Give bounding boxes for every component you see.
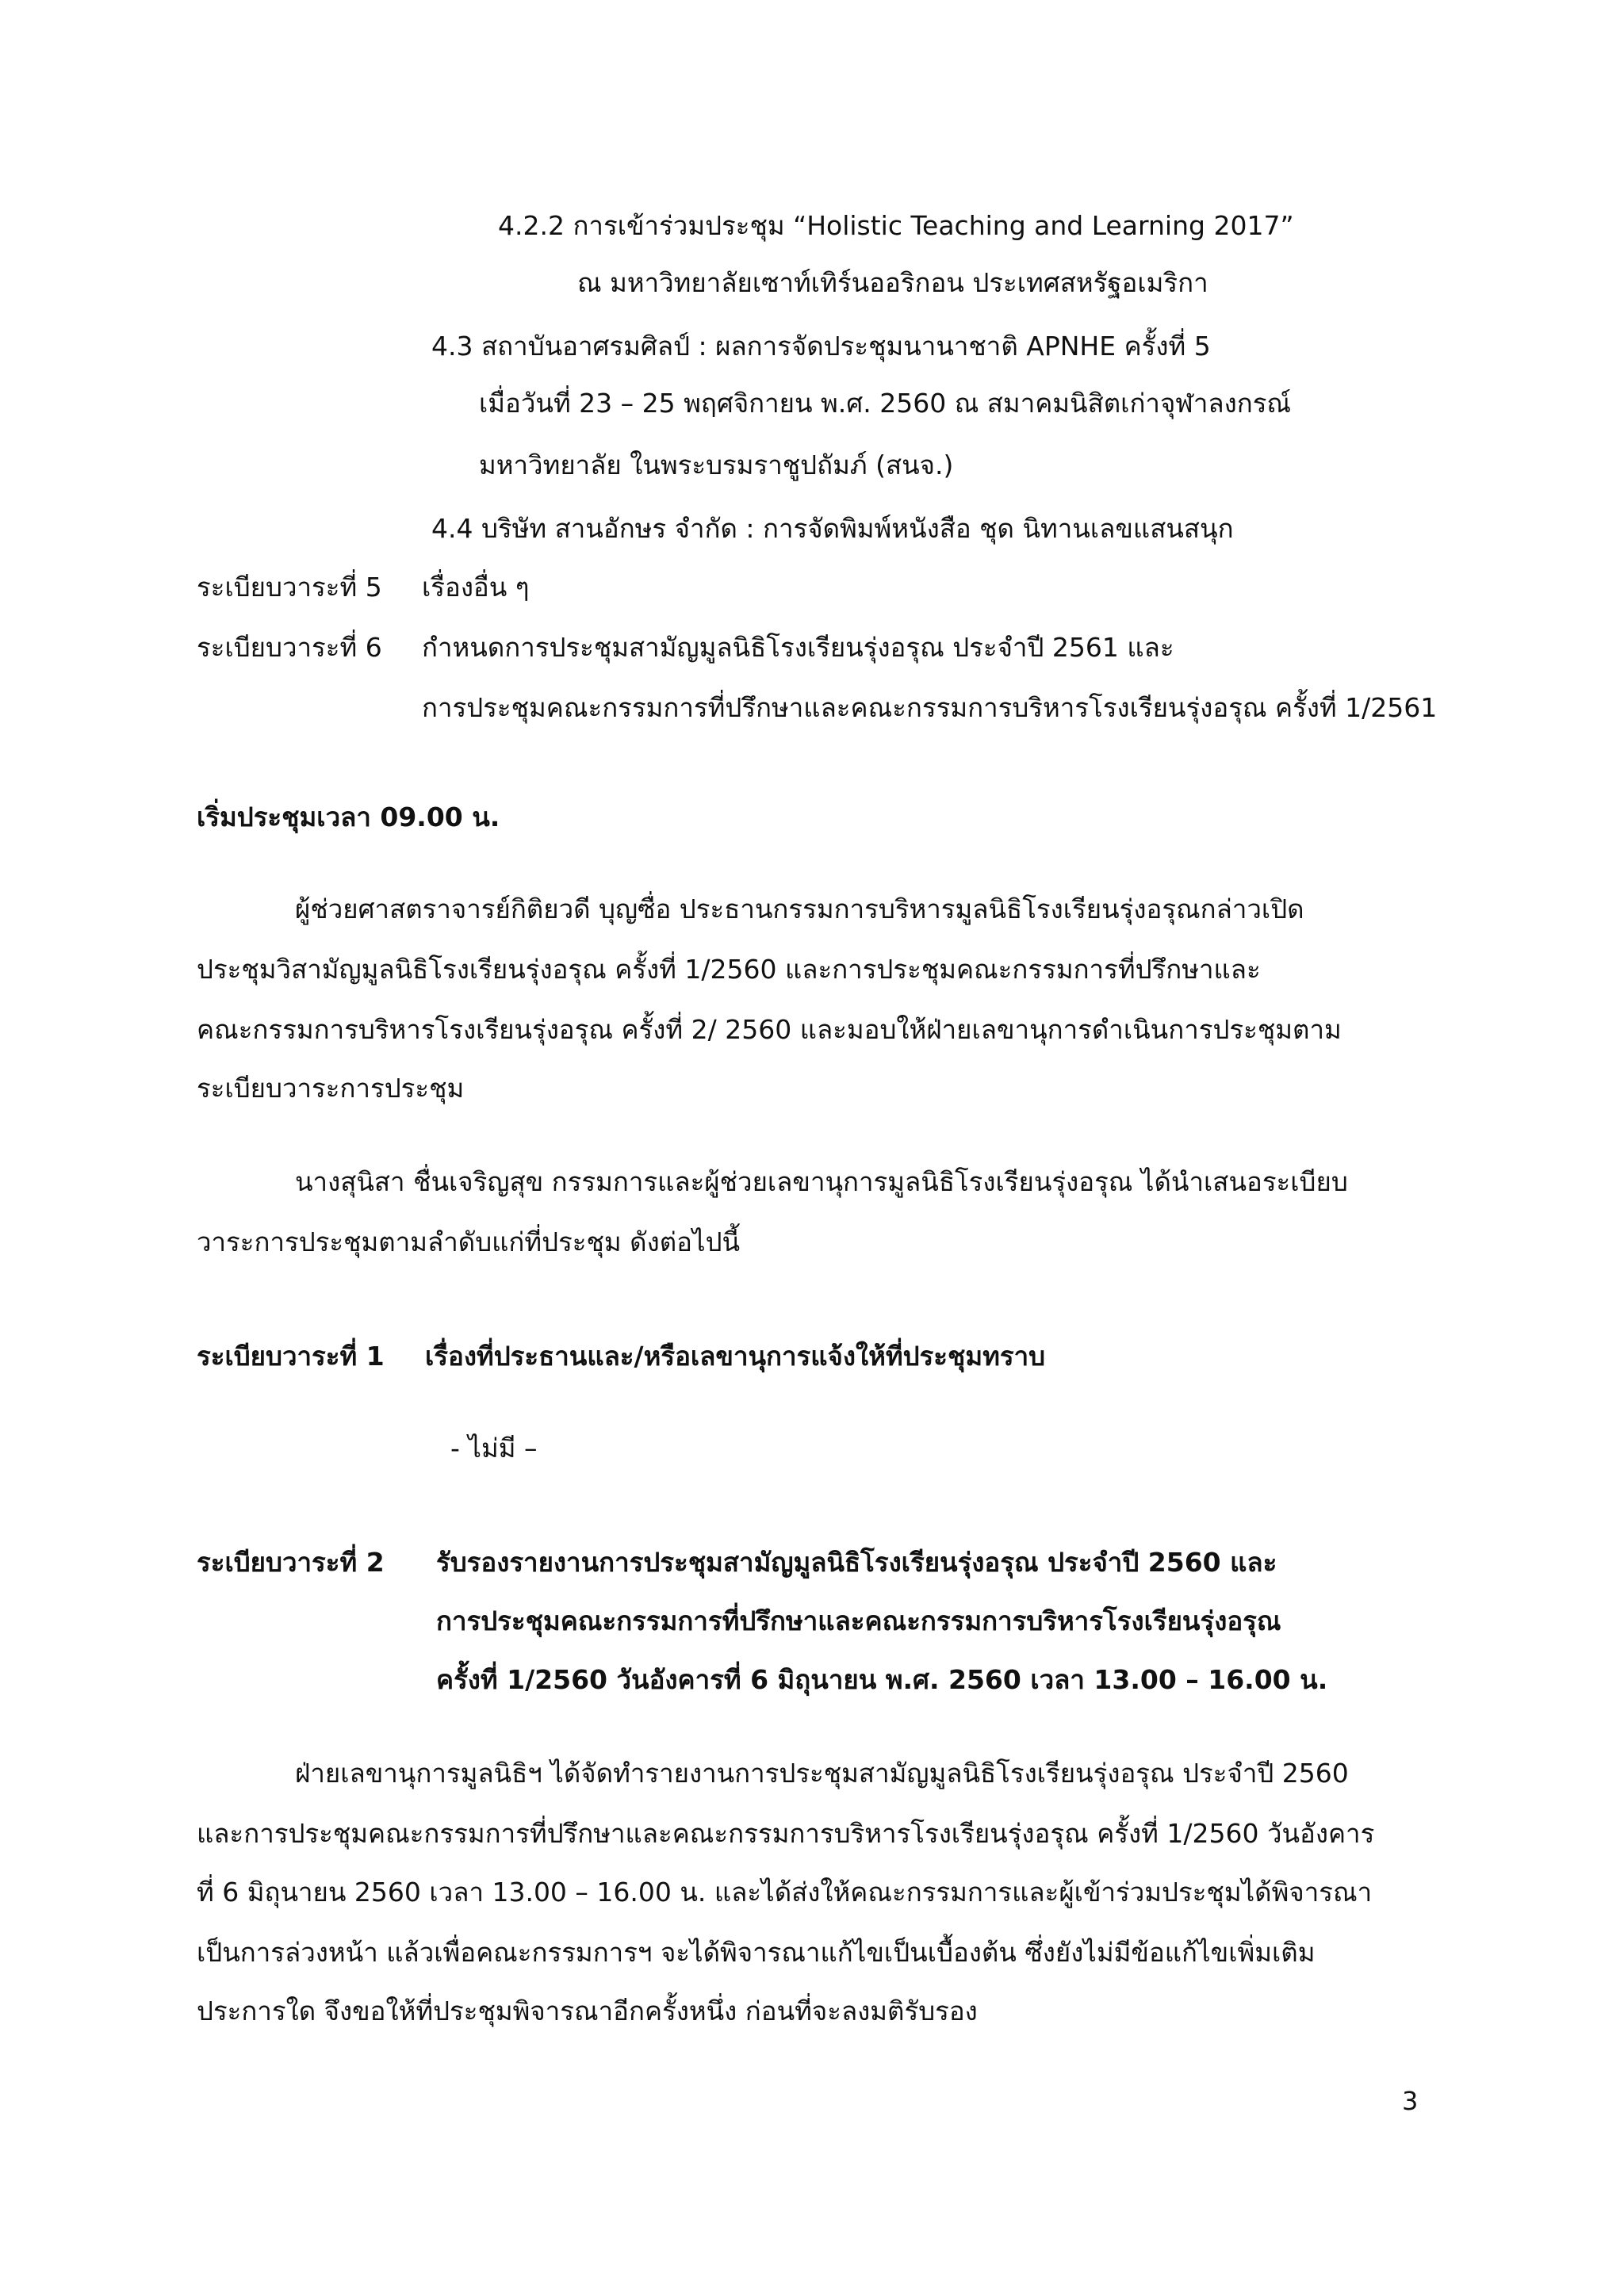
agenda-6-text-line2: การประชุมคณะกรรมการที่ปรึกษาและคณะกรรมการบริหารโรงเรียนรุ่งอรุณ ครั้งที่ 1/2561 <box>422 692 1438 723</box>
paragraph-opening-line3: คณะกรรมการบริหารโรงเรียนรุ่งอรุณ ครั้งที่ 2/ 2560 และมอบให้ฝ่ายเลขานุการดำเนินการประชุมตาม <box>197 1014 1342 1045</box>
meeting-start-time: เริ่มประชุมเวลา 09.00 น. <box>197 802 500 832</box>
paragraph-opening-line4: ระเบียบวาระการประชุม <box>197 1073 465 1104</box>
paragraph-report-line5: ประการใด จึงขอให้ที่ประชุมพิจารณาอีกครั้งหนึ่ง ก่อนที่จะลงมติรับรอง <box>197 1996 978 2026</box>
agenda-2-label: ระเบียบวาระที่ 2 <box>197 1547 385 1578</box>
paragraph-report-line1: ฝ่ายเลขานุการมูลนิธิฯ ได้จัดทำรายงานการประชุมสามัญมูลนิธิโรงเรียนรุ่งอรุณ ประจำปี 2560 <box>295 1758 1349 1789</box>
agenda-4-3-line1: 4.3 สถาบันอาศรมศิลป์ : ผลการจัดประชุมนานาชาติ APNHE ครั้งที่ 5 <box>431 331 1211 362</box>
agenda-6-label: ระเบียบวาระที่ 6 <box>197 632 382 663</box>
agenda-5-text: เรื่องอื่น ๆ <box>422 572 530 603</box>
agenda-4-4-line1: 4.4 บริษัท สานอักษร จำกัด : การจัดพิมพ์หนังสือ ชุด นิทานเลขแสนสนุก <box>431 513 1234 544</box>
agenda-4-2-2-line1: 4.2.2 การเข้าร่วมประชุม “Holistic Teaching and Learning 2017” <box>498 210 1294 241</box>
agenda-4-3-line3: มหาวิทยาลัย ในพระบรมราชูปถัมภ์ (สนจ.) <box>479 450 954 480</box>
agenda-2-title-line2: การประชุมคณะกรรมการที่ปรึกษาและคณะกรรมการบริหารโรงเรียนรุ่งอรุณ <box>436 1605 1281 1636</box>
paragraph-opening-line2: ประชุมวิสามัญมูลนิธิโรงเรียนรุ่งอรุณ ครั้งที่ 1/2560 และการประชุมคณะกรรมการที่ปรึกษาและ <box>197 954 1261 985</box>
agenda-4-3-line2: เมื่อวันที่ 23 – 25 พฤศจิกายน พ.ศ. 2560 ณ สมาคมนิสิตเก่าจุฬาลงกรณ์ <box>479 388 1292 419</box>
agenda-4-2-2-line2: ณ มหาวิทยาลัยเซาท์เทิร์นออริกอน ประเทศสหรัฐอเมริกา <box>577 267 1208 298</box>
agenda-1-none: - ไม่มี – <box>450 1433 538 1464</box>
paragraph-presentation-line1: นางสุนิสา ชื่นเจริญสุข กรรมการและผู้ช่วยเลขานุการมูลนิธิโรงเรียนรุ่งอรุณ ได้นำเสนอระเบียบ <box>295 1166 1348 1197</box>
paragraph-opening-line1: ผู้ช่วยศาสตราจารย์กิติยวดี บุญซื่อ ประธานกรรมการบริหารมูลนิธิโรงเรียนรุ่งอรุณกล่าวเปิด <box>295 894 1304 924</box>
agenda-2-title-line1: รับรองรายงานการประชุมสามัญมูลนิธิโรงเรียนรุ่งอรุณ ประจำปี 2560 และ <box>436 1547 1277 1578</box>
agenda-6-text-line1: กำหนดการประชุมสามัญมูลนิธิโรงเรียนรุ่งอรุณ ประจำปี 2561 และ <box>422 632 1174 663</box>
paragraph-report-line4: เป็นการล่วงหน้า แล้วเพื่อคณะกรรมการฯ จะได้พิจารณาแก้ไขเป็นเบื้องต้น ซึ่งยังไม่มีข้อแก้ไขเพิ่มเติม <box>197 1937 1316 1968</box>
agenda-5-label: ระเบียบวาระที่ 5 <box>197 572 382 603</box>
paragraph-report-line2: และการประชุมคณะกรรมการที่ปรึกษาและคณะกรรมการบริหารโรงเรียนรุ่งอรุณ ครั้งที่ 1/2560 วันอังคาร <box>197 1818 1375 1849</box>
agenda-2-title-line3: ครั้งที่ 1/2560 วันอังคารที่ 6 มิถุนายน พ.ศ. 2560 เวลา 13.00 – 16.00 น. <box>436 1664 1328 1695</box>
page-number: 3 <box>1402 2086 1419 2116</box>
agenda-1-title: เรื่องที่ประธานและ/หรือเลขานุการแจ้งให้ที่ประชุมทราบ <box>425 1341 1046 1372</box>
paragraph-presentation-line2: วาระการประชุมตามลำดับแก่ที่ประชุม ดังต่อไปนี้ <box>197 1226 741 1257</box>
agenda-1-label: ระเบียบวาระที่ 1 <box>197 1341 385 1372</box>
paragraph-report-line3: ที่ 6 มิถุนายน 2560 เวลา 13.00 – 16.00 น. และได้ส่งให้คณะกรรมการและผู้เข้าร่วมประชุมได้พิจารณา <box>197 1877 1373 1908</box>
